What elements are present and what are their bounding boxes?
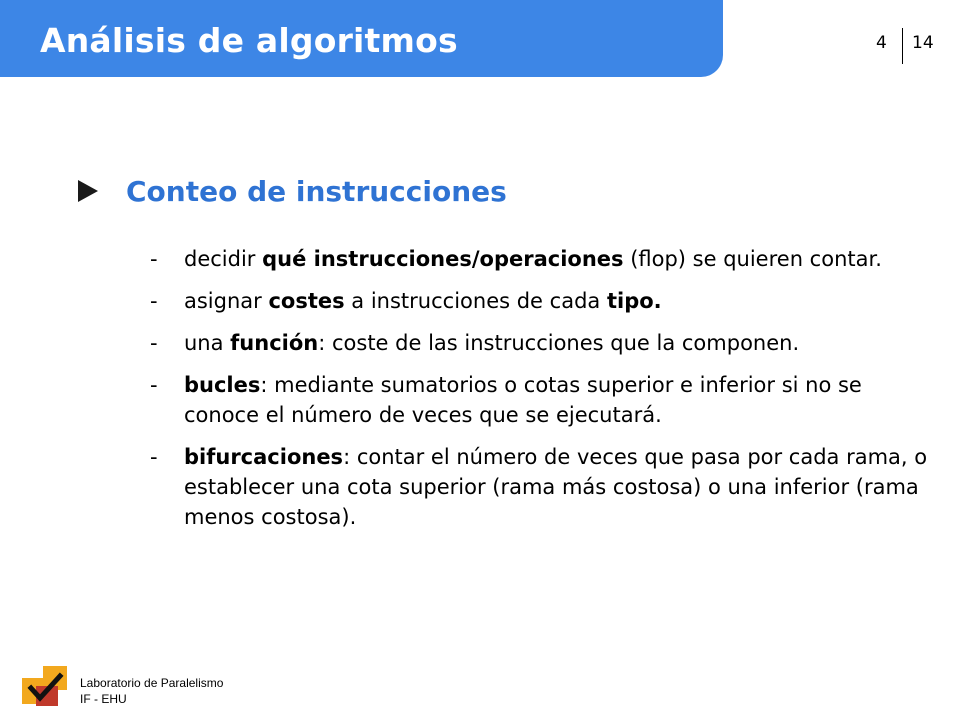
bullet-dash: - [150,445,158,469]
bullet-text-bold: qué instrucciones/operaciones [262,247,624,271]
bullet-text-mid: a instrucciones de cada [344,289,607,313]
bullet-dash: - [150,331,158,355]
slide-title: Análisis de algoritmos [40,21,458,60]
bullet-text-mid: : contar el número de veces que pasa por cada rama, o establecer una cota superior (rama más costosa) o una inferior (rama menos costosa). [184,445,928,529]
bullet-item-5 [150,442,930,532]
footer-institution: IF - EHU [80,692,127,706]
bullet-text-mid: : coste de las instrucciones que la componen. [318,331,800,355]
triangle-right-icon [78,180,98,202]
bullet-dash: - [150,247,158,271]
checkmark-logo-icon [22,666,68,706]
bullet-list [150,244,930,544]
bullet-dash: - [150,289,158,313]
bullet-text-bold: costes [268,289,345,313]
bullet-text-pre: asignar [184,289,269,313]
page-number-divider [902,28,903,64]
footer-lab-name: Laboratorio de Paralelismo [80,676,224,690]
page-number-current: 4 [876,33,887,53]
section-title: Conteo de instrucciones [126,175,507,208]
bullet-text-bold: función [230,331,319,355]
bullet-text-pre: decidir [184,247,263,271]
bullet-text-mid: (flop) se quieren contar. [623,247,882,271]
bullet-dash: - [150,373,158,397]
bullet-text-bold: bucles [184,373,261,397]
bullet-item-1 [150,244,930,274]
bullet-item-2 [150,286,930,316]
bullet-text-bold: bifurcaciones [184,445,344,469]
bullet-item-4 [150,370,930,430]
bullet-text-bold-2: tipo. [606,289,662,313]
page-number-total: 14 [912,33,934,53]
bullet-item-3 [150,328,930,358]
bullet-text-pre: una [184,331,231,355]
bullet-text-mid: : mediante sumatorios o cotas superior e inferior si no se conoce el número de veces que se ejecutará. [184,373,862,427]
